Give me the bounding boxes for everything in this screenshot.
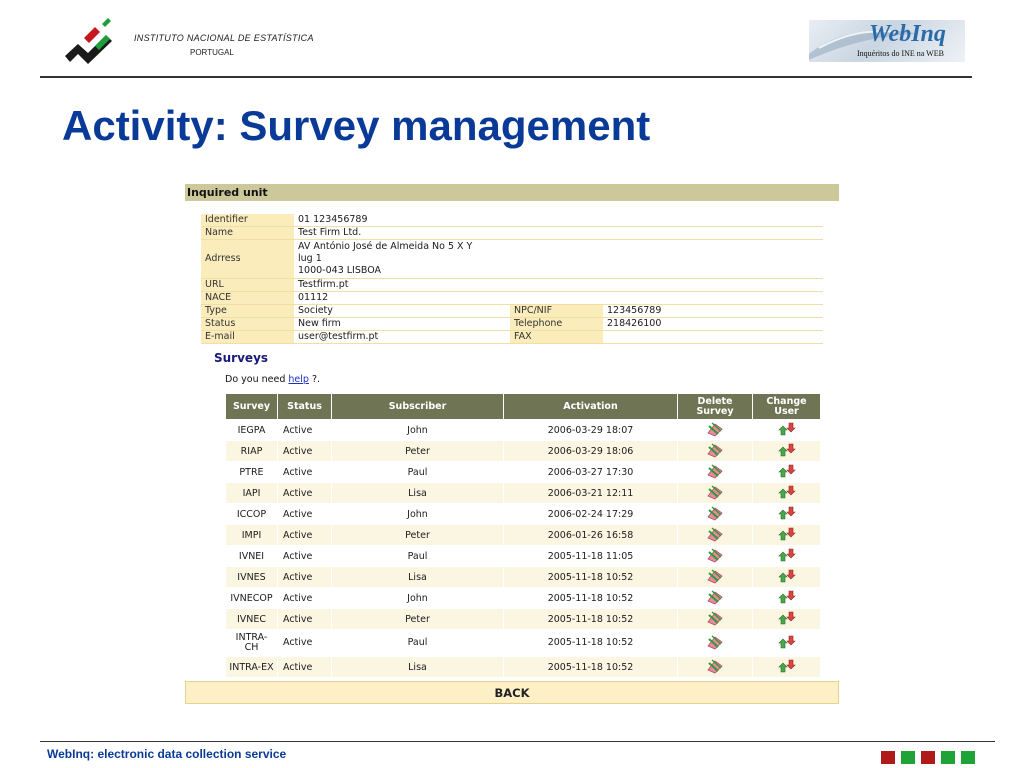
survey-subscriber-cell: Lisa: [332, 483, 504, 504]
nace-label: NACE: [201, 292, 294, 305]
column-header-change-user: [753, 394, 821, 420]
help-prefix: Do you need: [225, 374, 289, 385]
address-value: [294, 240, 823, 279]
delete-survey-icon[interactable]: [706, 421, 724, 440]
info-row-name: [201, 227, 823, 240]
delete-survey-cell: [678, 588, 753, 609]
survey-status-cell: Active: [278, 420, 332, 441]
webinq-subtitle: Inquéritos do INE na WEB: [857, 49, 944, 58]
survey-code-cell: [226, 483, 278, 504]
survey-code-line-1: ICCOP: [236, 508, 267, 520]
survey-status-cell: Active: [278, 630, 332, 657]
type-label: Type: [201, 305, 294, 318]
survey-subscriber-cell: Paul: [332, 546, 504, 567]
footer-color-squares: [881, 751, 977, 765]
change-user-icon[interactable]: [778, 658, 796, 677]
inquired-unit-title: Inquired unit: [187, 186, 268, 199]
survey-status-cell: Active: [278, 462, 332, 483]
change-user-cell: [753, 630, 821, 657]
column-header-status[interactable]: Status: [278, 394, 332, 420]
npc-value: 123456789: [603, 305, 823, 318]
address-line-1: AV António José de Almeida No 5 X Y: [298, 241, 473, 252]
change-user-cell: [753, 609, 821, 630]
inquired-unit-details: [201, 214, 823, 344]
info-row-address: [201, 240, 823, 279]
address-line-3: 1000-043 LISBOA: [298, 265, 382, 276]
change-header-line-1: Change: [766, 395, 807, 407]
survey-code-line-1: PTRE: [239, 466, 264, 478]
survey-activation-cell: 2006-01-26 16:58: [504, 525, 678, 546]
survey-subscriber-cell: Peter: [332, 609, 504, 630]
email-label: E-mail: [201, 331, 294, 344]
survey-activation-cell: 2006-03-29 18:07: [504, 420, 678, 441]
status-label: Status: [201, 318, 294, 331]
table-row: [226, 420, 821, 441]
survey-activation-cell: 2005-11-18 10:52: [504, 630, 678, 657]
help-suffix: ?.: [308, 374, 321, 385]
delete-survey-cell: [678, 630, 753, 657]
column-header-delete-survey: [678, 394, 753, 420]
survey-code-cell: [226, 546, 278, 567]
webinq-title: WebInq: [869, 21, 946, 47]
survey-code-line-1: IEGPA: [237, 424, 266, 436]
table-row: [226, 504, 821, 525]
type-value: Society: [294, 305, 510, 318]
info-row-identifier: [201, 214, 823, 227]
survey-code-cell: [226, 504, 278, 525]
survey-code-line-1: IVNEI: [238, 550, 265, 562]
survey-code-line-1: IAPI: [242, 487, 261, 499]
survey-activation-cell: 2005-11-18 10:52: [504, 609, 678, 630]
survey-code-line-1: INTRA-EX: [229, 661, 274, 673]
table-row: [226, 609, 821, 630]
name-value: Test Firm Ltd.: [294, 227, 823, 240]
table-row: [226, 567, 821, 588]
delete-survey-icon[interactable]: [706, 589, 724, 608]
table-row: [226, 462, 821, 483]
delete-survey-icon[interactable]: [706, 484, 724, 503]
url-label: URL: [201, 279, 294, 292]
survey-code-cell: [226, 630, 278, 657]
survey-code-cell: [226, 420, 278, 441]
ine-country-text: PORTUGAL: [190, 48, 234, 57]
delete-survey-icon[interactable]: [706, 568, 724, 587]
change-user-icon[interactable]: [778, 547, 796, 566]
survey-status-cell: Active: [278, 525, 332, 546]
nace-value: 01112: [294, 292, 823, 305]
delete-header-line-2: Survey: [696, 405, 734, 417]
ine-logo: [62, 16, 312, 66]
survey-subscriber-cell: John: [332, 504, 504, 525]
survey-status-cell: Active: [278, 588, 332, 609]
surveys-table-body: [226, 420, 821, 678]
delete-survey-icon[interactable]: [706, 442, 724, 461]
surveys-table-header: [226, 394, 821, 420]
delete-survey-cell: [678, 567, 753, 588]
delete-survey-cell: [678, 441, 753, 462]
help-prompt: [225, 374, 320, 385]
email-value: user@testfirm.pt: [294, 331, 510, 344]
survey-code-cell: [226, 657, 278, 678]
survey-subscriber-cell: John: [332, 588, 504, 609]
npc-label: NPC/NIF: [510, 305, 603, 318]
inquired-unit-header: [185, 184, 839, 201]
info-row-url: [201, 279, 823, 292]
survey-code-cell: [226, 588, 278, 609]
info-row-status: [201, 318, 823, 331]
delete-survey-icon[interactable]: [706, 526, 724, 545]
delete-header-line-1: Delete: [697, 395, 733, 407]
survey-activation-cell: 2006-03-29 18:06: [504, 441, 678, 462]
change-user-icon[interactable]: [778, 421, 796, 440]
change-user-cell: [753, 525, 821, 546]
change-user-icon[interactable]: [778, 610, 796, 629]
table-row: [226, 525, 821, 546]
ine-logo-mark-icon: [62, 16, 124, 66]
footer-square: [941, 751, 955, 764]
footer-square: [961, 751, 975, 764]
survey-code-line-1: IVNECOP: [230, 592, 273, 604]
delete-survey-cell: [678, 525, 753, 546]
survey-activation-cell: 2006-03-21 12:11: [504, 483, 678, 504]
survey-subscriber-cell: John: [332, 420, 504, 441]
name-label: Name: [201, 227, 294, 240]
survey-activation-cell: 2006-03-27 17:30: [504, 462, 678, 483]
delete-survey-cell: [678, 462, 753, 483]
slide-title: Activity: Survey management: [62, 102, 651, 149]
fax-value: [603, 331, 823, 344]
survey-activation-cell: 2006-02-24 17:29: [504, 504, 678, 525]
survey-code-cell: [226, 567, 278, 588]
change-user-icon[interactable]: [778, 484, 796, 503]
delete-survey-icon[interactable]: [706, 547, 724, 566]
change-user-cell: [753, 420, 821, 441]
address-label: Adrress: [201, 240, 294, 279]
table-row: [226, 483, 821, 504]
change-user-cell: [753, 441, 821, 462]
change-user-cell: [753, 483, 821, 504]
status-value: New firm: [294, 318, 510, 331]
table-row: [226, 630, 821, 657]
survey-status-cell: Active: [278, 567, 332, 588]
address-line-2: lug 1: [298, 253, 322, 264]
survey-status-cell: Active: [278, 504, 332, 525]
telephone-label: Telephone: [510, 318, 603, 331]
survey-subscriber-cell: Lisa: [332, 657, 504, 678]
delete-survey-icon[interactable]: [706, 505, 724, 524]
fax-label: FAX: [510, 331, 603, 344]
column-header-survey[interactable]: Survey: [226, 394, 278, 420]
info-row-nace: [201, 292, 823, 305]
delete-survey-cell: [678, 420, 753, 441]
change-user-icon[interactable]: [778, 463, 796, 482]
info-row-type: [201, 305, 823, 318]
info-row-email: [201, 331, 823, 344]
survey-subscriber-cell: Peter: [332, 525, 504, 546]
delete-survey-icon[interactable]: [706, 610, 724, 629]
survey-code-cell: [226, 462, 278, 483]
survey-code-line-2: CH: [244, 642, 259, 653]
change-user-cell: [753, 567, 821, 588]
footer-square: [881, 751, 895, 764]
survey-status-cell: Active: [278, 483, 332, 504]
surveys-section-title: Surveys: [214, 351, 269, 365]
survey-subscriber-cell: Paul: [332, 630, 504, 657]
ine-name-text: INSTITUTO NACIONAL DE ESTATÍSTICA: [134, 33, 314, 43]
back-button-label: BACK: [494, 686, 530, 700]
change-user-icon[interactable]: [778, 568, 796, 587]
surveys-table: [225, 393, 821, 678]
survey-activation-cell: 2005-11-18 10:52: [504, 657, 678, 678]
survey-status-cell: Active: [278, 657, 332, 678]
survey-status-cell: Active: [278, 546, 332, 567]
survey-code-cell: [226, 441, 278, 462]
identifier-label: Identifier: [201, 214, 294, 227]
footer-caption: WebInq: electronic data collection service: [47, 747, 287, 761]
change-user-icon[interactable]: [778, 589, 796, 608]
help-link[interactable]: help: [288, 374, 309, 385]
survey-code-cell: [226, 609, 278, 630]
table-row: [226, 588, 821, 609]
identifier-value: 01 123456789: [294, 214, 823, 227]
survey-code-line-1: IMPI: [241, 529, 262, 541]
survey-activation-cell: 2005-11-18 11:05: [504, 546, 678, 567]
delete-survey-icon[interactable]: [706, 658, 724, 677]
header-divider: [40, 76, 972, 78]
survey-code-line-1: IVNEC: [236, 613, 267, 625]
change-user-icon[interactable]: [778, 442, 796, 461]
change-user-icon[interactable]: [778, 526, 796, 545]
change-user-cell: [753, 588, 821, 609]
change-user-cell: [753, 546, 821, 567]
survey-status-cell: Active: [278, 441, 332, 462]
change-user-cell: [753, 657, 821, 678]
survey-status-cell: Active: [278, 609, 332, 630]
change-user-icon[interactable]: [778, 634, 796, 653]
survey-code-line-1: RIAP: [240, 445, 263, 457]
survey-activation-cell: 2005-11-18 10:52: [504, 588, 678, 609]
survey-subscriber-cell: Lisa: [332, 567, 504, 588]
survey-subscriber-cell: Peter: [332, 441, 504, 462]
back-button[interactable]: [185, 681, 839, 704]
change-user-cell: [753, 462, 821, 483]
footer-square: [901, 751, 915, 764]
table-row: [226, 546, 821, 567]
column-header-activation[interactable]: Activation: [504, 394, 678, 420]
survey-code-line-1: INTRA-: [235, 632, 268, 643]
survey-code-cell: [226, 525, 278, 546]
delete-survey-cell: [678, 546, 753, 567]
footer-divider: [40, 741, 995, 742]
delete-survey-cell: [678, 504, 753, 525]
change-user-cell: [753, 504, 821, 525]
footer-square: [921, 751, 935, 764]
table-row: [226, 441, 821, 462]
webinq-logo: [809, 20, 965, 62]
telephone-value: 218426100: [603, 318, 823, 331]
change-user-icon[interactable]: [778, 505, 796, 524]
delete-survey-icon[interactable]: [706, 634, 724, 653]
survey-code-line-1: IVNES: [237, 571, 266, 583]
survey-subscriber-cell: Paul: [332, 462, 504, 483]
survey-activation-cell: 2005-11-18 10:52: [504, 567, 678, 588]
delete-survey-icon[interactable]: [706, 463, 724, 482]
delete-survey-cell: [678, 609, 753, 630]
column-header-subscriber[interactable]: Subscriber: [332, 394, 504, 420]
change-header-line-2: User: [774, 405, 799, 417]
delete-survey-cell: [678, 483, 753, 504]
table-row: [226, 657, 821, 678]
url-value: Testfirm.pt: [294, 279, 823, 292]
delete-survey-cell: [678, 657, 753, 678]
